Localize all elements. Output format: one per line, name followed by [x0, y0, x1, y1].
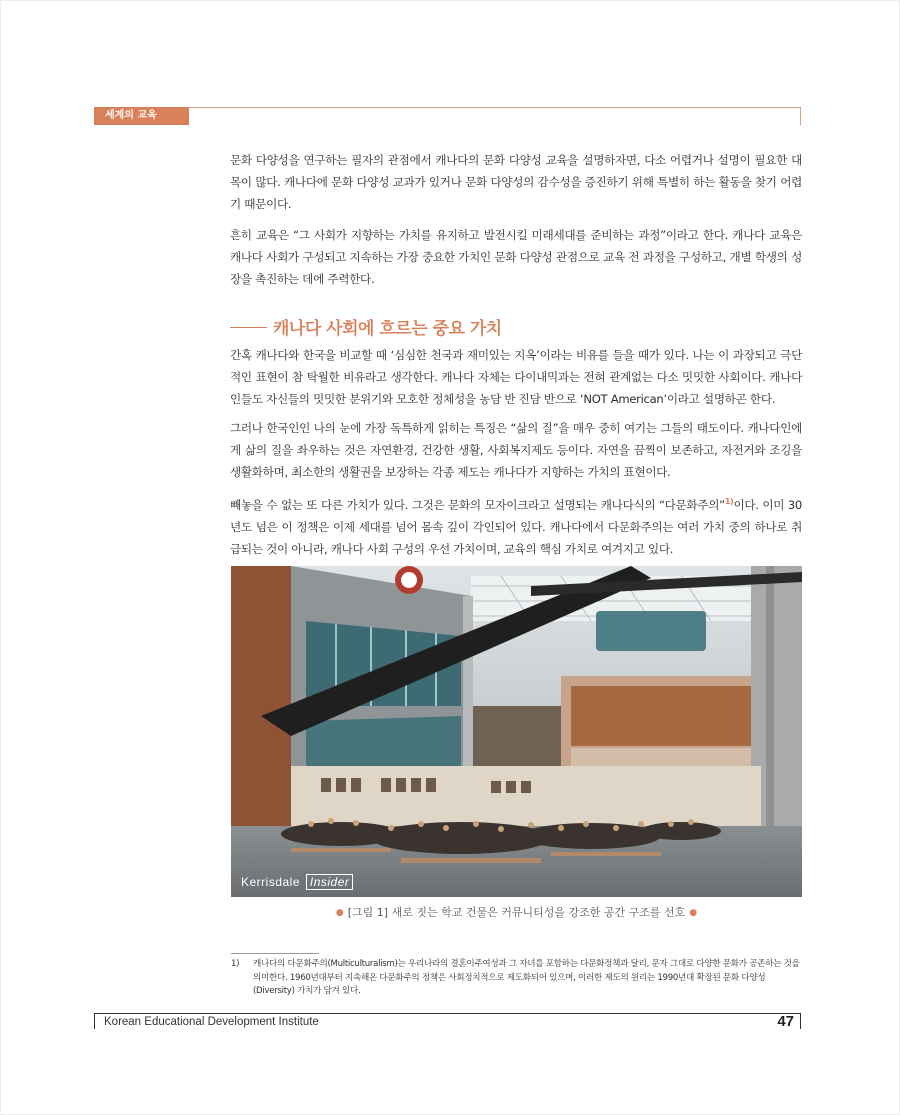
paragraph-multiculturalism	[230, 491, 802, 560]
footnote-rule	[231, 953, 319, 954]
footnote-text: 캐나다의 다문화주의(Multiculturalism)는 우리나라의 결혼이주여성과 그 자녀를 포함하는 다문화정책과 달리, 문자 그대로 다양한 문화가 공존하는 것을 의미한다. 1960년대부터 지속해온 다문화주의 정책은 사회정치적으로 제도화되어 있으며, 이러한 제도의 원리는 1990년대 확장된 문화 다양성(Diversity) 가치가 담겨 있다.	[253, 959, 800, 996]
school-atrium-photo	[231, 566, 802, 897]
footer-rule	[94, 1013, 801, 1014]
paragraph-quality-of-life: 그러나 한국인인 나의 눈에 가장 독특하게 읽히는 특징은 “삶의 질”을 매우 중히 여기는 그들의 태도이다. 캐나다인에게 삶의 질을 좌우하는 것은 자연환경, 건강한 생활, 사회복지제도 등이다. 자연을 끔찍이 보존하고, 자전거와 조깅을 생활화하며, 최소한의 생활권을 보장하는 각종 제도는 캐나다가 지향하는 가치의 표현이다.	[230, 421, 802, 479]
photo-watermark	[241, 875, 353, 889]
paragraph-intro: 문화 다양성을 연구하는 필자의 관점에서 캐나다의 문화 다양성 교육을 설명하자면, 다소 어렵거나 설명이 필요한 대목이 많다. 캐나다에 문화 다양성 교과가 있거나 문화 다양성의 감수성을 증진하기 위해 특별히 하는 활동을 찾기 어렵기 때문이다.	[230, 153, 802, 211]
caption-text: [그림 1] 새로 짓는 학교 건물은 커뮤니티성을 강조한 공간 구조를 선호	[347, 906, 686, 919]
footnote	[231, 958, 803, 999]
paragraph-comparison: 간혹 캐나다와 한국을 비교할 때 ‘심심한 천국과 재미있는 지옥’이라는 비유를 들을 때가 있다. 나는 이 과장되고 극단적인 표현이 참 탁월한 비유라고 생각한다. 캐나다 자체는 다이내믹과는 전혀 관계없는 다소 밋밋한 사회이다. 캐나다인들도 자신들의 밋밋한 분위기와 모호한 정체성을 농담 반 진담 반으로 ‘NOT American’이라고 설명하곤 한다.	[230, 348, 802, 406]
section-tab: 세계의 교육	[94, 107, 189, 125]
paragraph-multiculturalism-part2: 이다. 이미 30년도 넘은 이 정책은 이제 세대를 넘어 몸속 깊이 각인되어 있다. 캐나다에서 다문화주의는 여러 가치 중의 하나로 취급되는 것이 아니라, 캐나다 사회 구성의 우선 가치이며, 교육의 핵심 가치로 여겨지고 있다.	[230, 497, 802, 556]
footer-rule-left	[94, 1013, 95, 1029]
atrium-illustration	[231, 566, 802, 897]
header-rule-end	[800, 107, 801, 125]
footnote-number: 1)	[231, 959, 240, 969]
footer-institute: Korean Educational Development Institute	[104, 1016, 319, 1028]
page-number: 47	[777, 1013, 794, 1030]
caption-bullet-left-icon: ●	[335, 908, 344, 918]
watermark-boxed: Insider	[306, 874, 354, 890]
footer-rule-right	[800, 1013, 801, 1029]
section-title: 캐나다 사회에 흐르는 중요 가치	[273, 319, 502, 339]
section-heading	[230, 312, 802, 342]
footnote-reference[interactable]: 1)	[724, 497, 734, 506]
watermark-main: Kerrisdale	[241, 875, 301, 889]
caption-bullet-right-icon: ●	[689, 908, 698, 918]
paragraph-multiculturalism-part1: 빼놓을 수 없는 또 다른 가치가 있다. 그것은 문화의 모자이크라고 설명되는 캐나다식의 “다문화주의”	[230, 497, 725, 512]
header-rule	[94, 107, 801, 108]
paragraph-education-definition: 흔히 교육은 “그 사회가 지향하는 가치를 유지하고 발전시킬 미래세대를 준비하는 과정”이라고 한다. 캐나다 교육은 캐나다 사회가 구성되고 지속하는 가장 중요한 가치인 문화 다양성 관점으로 교육 전 과정을 구성하고, 개별 학생의 성장을 촉진하는 데에 주력한다.	[230, 228, 802, 286]
photo-caption	[231, 904, 802, 920]
section-heading-rule	[230, 327, 267, 328]
